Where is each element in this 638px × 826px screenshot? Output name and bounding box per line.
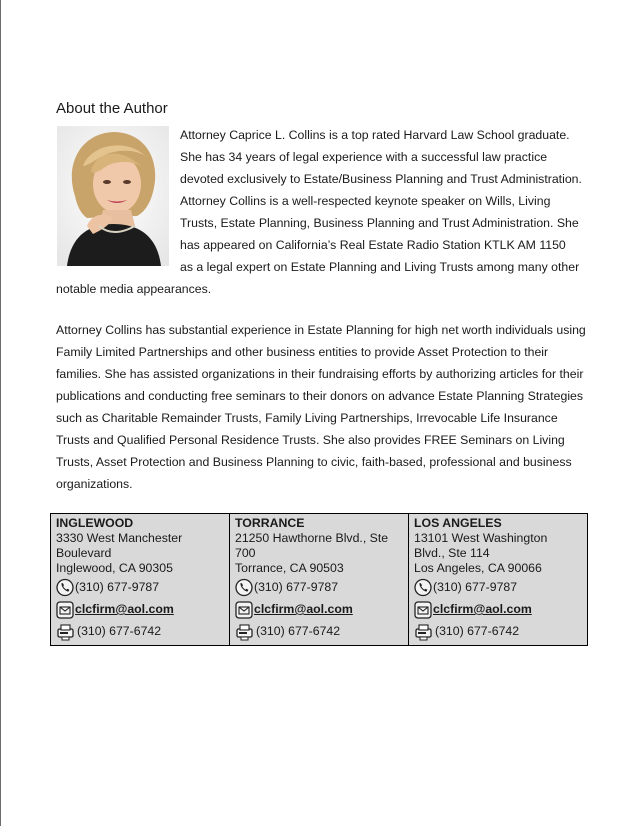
phone-row: [56, 577, 225, 598]
office-name: LOS ANGELES: [414, 516, 502, 530]
experience-text: Attorney Collins has substantial experience in Estate Planning for high net worth individuals using Family Limited Partnerships and other business entities to provide Asset Protection to their families. She has assisted organizations in their fundraising efforts by authorizing articles for their publications and conducting free seminars to their donors on advance Estate Planning Strategies such as Charitable Remainder Trusts, Family Living Partnerships, Irrevocable Life Insurance Trusts and Qualified Personal Residence Trusts. She also provides FREE Seminars on Living Trusts, Asset Protection and Business Planning to civic, faith-based, professional and business organizations.: [56, 323, 586, 491]
email-link[interactable]: clcfirm@aol.com: [75, 602, 174, 616]
email-link[interactable]: clcfirm@aol.com: [433, 602, 532, 616]
fax-row: [235, 621, 404, 642]
phone-row: [414, 577, 583, 598]
author-portrait: [57, 126, 169, 266]
office-torrance: [230, 514, 409, 646]
phone-number[interactable]: (310) 677-9787: [254, 580, 339, 594]
fax-number: (310) 677-6742: [435, 624, 520, 638]
email-link[interactable]: clcfirm@aol.com: [254, 602, 353, 616]
office-address: 3330 West Manchester Boulevard Inglewood, CA 90305: [56, 531, 183, 575]
office-inglewood: [51, 514, 230, 646]
page-left-border: [0, 0, 1, 826]
phone-icon: [235, 578, 253, 597]
fax-row: [414, 621, 583, 642]
phone-number[interactable]: (310) 677-9787: [75, 580, 160, 594]
phone-number[interactable]: (310) 677-9787: [433, 580, 518, 594]
phone-row: [235, 577, 404, 598]
fax-number: (310) 677-6742: [77, 624, 162, 638]
experience-paragraph: [56, 319, 586, 495]
fax-icon: [414, 623, 434, 641]
section-heading: About the Author: [56, 100, 168, 117]
envelope-icon: [414, 601, 432, 619]
envelope-icon: [56, 601, 74, 619]
email-row: [414, 599, 583, 620]
phone-icon: [414, 578, 432, 597]
office-address: 21250 Hawthorne Blvd., Ste 700 Torrance, CA 90503: [235, 531, 389, 575]
fax-number: (310) 677-6742: [256, 624, 341, 638]
fax-icon: [235, 623, 255, 641]
fax-icon: [56, 623, 76, 641]
office-name: TORRANCE: [235, 516, 305, 530]
bio-text: Attorney Caprice L. Collins is a top rated Harvard Law School graduate. She has 34 years of legal experience with a successful law practice devoted exclusively to Estate/Business Planning and Trust Administration. Attorney Collins is a well-respected keynote speaker on Wills, Living Trusts, Estate Planning, Business Planning and Trust Administration. She has appeared on California’s Real Estate Radio Station KTLK AM 1150 as a legal expert on Estate Planning and Living Trusts among many other notable media appearances.: [56, 128, 582, 296]
office-locations-table: [50, 513, 588, 646]
office-address: 13101 West Washington Blvd., Ste 114 Los Angeles, CA 90066: [414, 531, 548, 575]
envelope-icon: [235, 601, 253, 619]
email-row: [235, 599, 404, 620]
portrait-photo: [57, 126, 169, 266]
phone-icon: [56, 578, 74, 597]
email-row: [56, 599, 225, 620]
office-name: INGLEWOOD: [56, 516, 134, 530]
office-los-angeles: [409, 514, 588, 646]
fax-row: [56, 621, 225, 642]
